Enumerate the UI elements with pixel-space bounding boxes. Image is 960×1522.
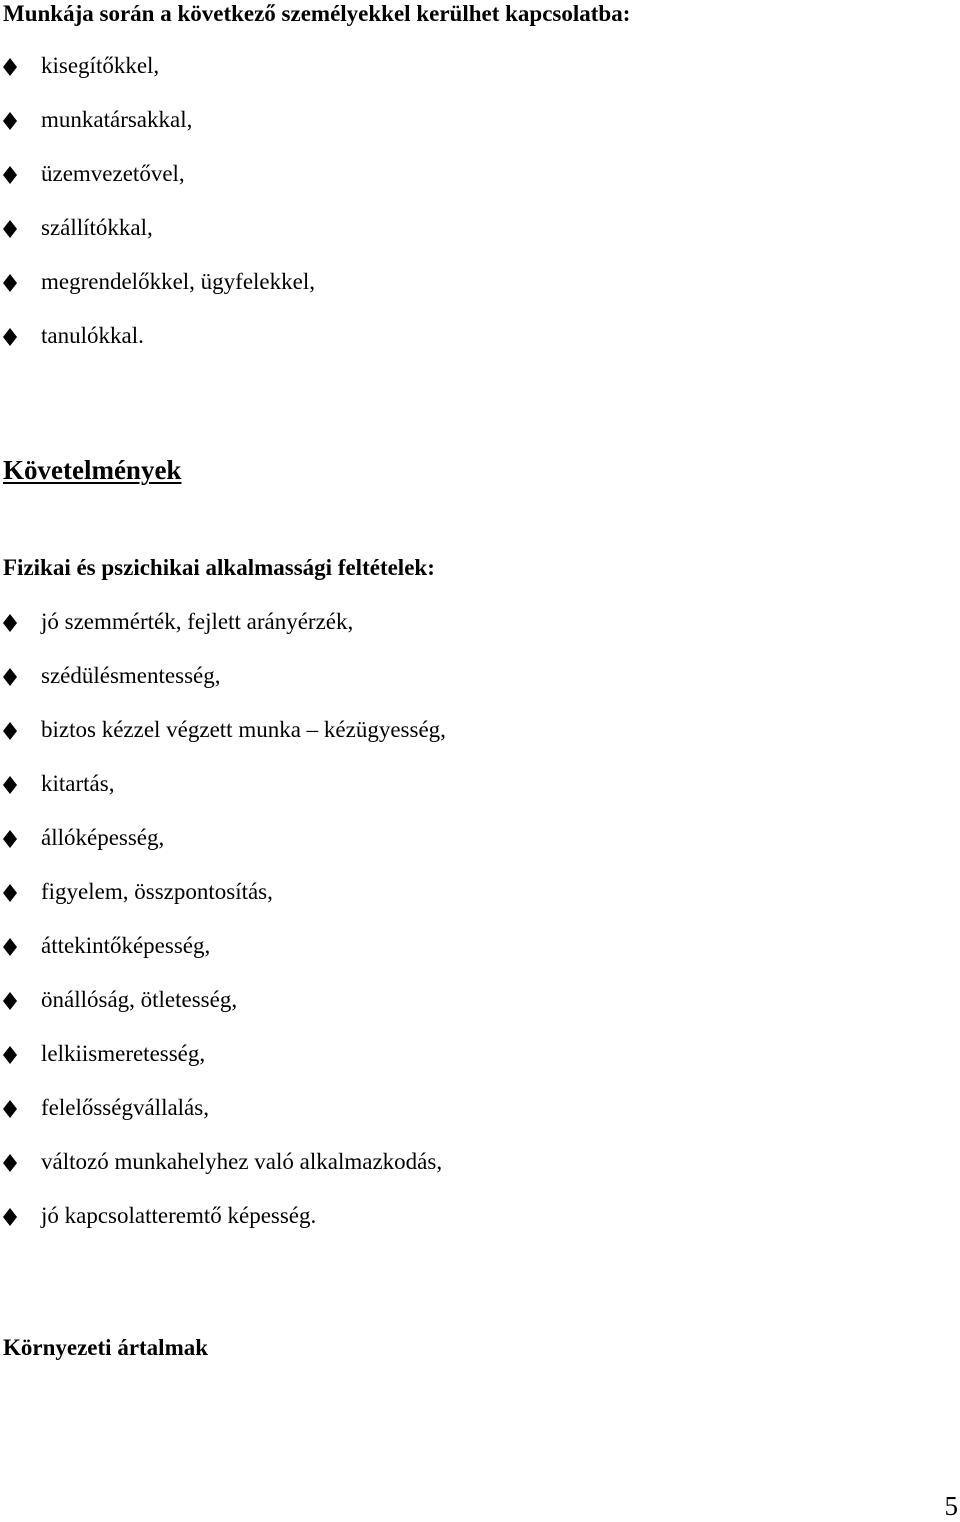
list-item-text: felelősségvállalás, — [41, 1095, 209, 1120]
list-item-text: önállóság, ötletesség, — [41, 987, 238, 1012]
list-item-text: jó szemmérték, fejlett arányérzék, — [41, 609, 354, 634]
diamond-bullet-icon — [3, 1042, 21, 1070]
diamond-bullet-icon — [3, 934, 21, 962]
list-item-text: megrendelőkkel, ügyfelekkel, — [41, 269, 315, 294]
contacts-heading: Munkája során a következő személyekkel kerülhet kapcsolatba: — [3, 1, 631, 26]
requirements-subheading: Fizikai és pszichikai alkalmassági feltételek: — [3, 555, 435, 580]
diamond-bullet-icon — [3, 162, 21, 190]
list-item-text: munkatársakkal, — [41, 107, 193, 132]
diamond-bullet-icon — [3, 664, 21, 692]
list-item-text: szédülésmentesség, — [41, 663, 221, 688]
list-item-text: biztos kézzel végzett munka – kézügyesség, — [41, 717, 446, 742]
diamond-bullet-icon — [3, 1204, 21, 1232]
list-item-text: változó munkahelyhez való alkalmazkodás, — [41, 1149, 443, 1174]
list-item-text: lelkiismeretesség, — [41, 1041, 206, 1066]
list-item-text: kisegítőkkel, — [41, 53, 160, 78]
diamond-bullet-icon — [3, 880, 21, 908]
diamond-bullet-icon — [3, 270, 21, 298]
list-item-text: üzemvezetővel, — [41, 161, 185, 186]
diamond-bullet-icon — [3, 610, 21, 638]
diamond-bullet-icon — [3, 108, 21, 136]
diamond-bullet-icon — [3, 216, 21, 244]
diamond-bullet-icon — [3, 988, 21, 1016]
diamond-bullet-icon — [3, 54, 21, 82]
diamond-bullet-icon — [3, 718, 21, 746]
list-item-text: jó kapcsolatteremtő képesség. — [41, 1203, 317, 1228]
diamond-bullet-icon — [3, 1096, 21, 1124]
list-item-text: szállítókkal, — [41, 215, 153, 240]
list-item-text: állóképesség, — [41, 825, 165, 850]
page-number: 5 — [944, 1491, 958, 1521]
list-item-text: figyelem, összpontosítás, — [41, 879, 273, 904]
diamond-bullet-icon — [3, 826, 21, 854]
section-title: Követelmények — [3, 455, 182, 485]
diamond-bullet-icon — [3, 324, 21, 352]
list-item-text: tanulókkal. — [41, 323, 144, 348]
environment-heading: Környezeti ártalmak — [3, 1335, 209, 1360]
list-item-text: áttekintőképesség, — [41, 933, 211, 958]
list-item-text: kitartás, — [41, 771, 115, 796]
diamond-bullet-icon — [3, 1150, 21, 1178]
diamond-bullet-icon — [3, 772, 21, 800]
